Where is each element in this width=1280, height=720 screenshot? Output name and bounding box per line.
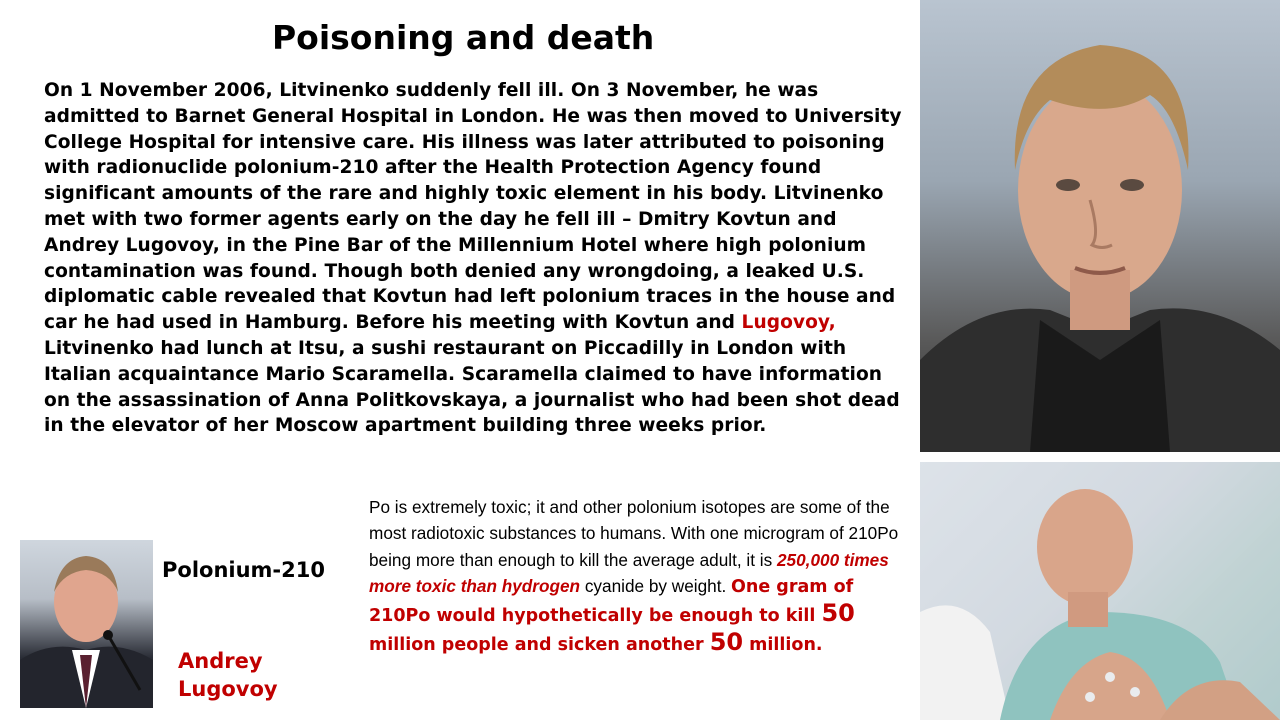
litvinenko-portrait-photo <box>920 0 1280 452</box>
toxicity-text-1: Po is extremely toxic; it and other polonium isotopes are some of the most radiotoxic substances to humans. With one microgram of 210Po being more than enough to kill the average adult, it is <box>369 497 899 570</box>
toxicity-text-2: cyanide by weight. <box>580 575 732 596</box>
andrey-lugovoy-label: Andrey Lugovoy <box>178 649 278 701</box>
lethality-text-1: One gram of 210Po would hypothetically be enough to kill <box>369 576 854 627</box>
main-paragraph <box>44 78 910 439</box>
lethality-number-2: 50 <box>709 628 744 657</box>
highlighted-name: Lugovoy, <box>741 312 836 334</box>
main-paragraph-text: On 1 November 2006, Litvinenko suddenly fell ill. On 3 November, he was admitted to Barnet General Hospital in London. He was then moved to University College Hospital for intensive care. His illness was later attributed to poisoning with radionuclide polonium-210 after the Health Protection Agency found significant amounts of the rare and highly toxic element in his body. Litvinenko met with two former agents early on the day he fell ill – Dmitry Kovtun and Andrey Lugovoy, in the Pine Bar of the Millennium Hotel where high polonium contamination was found. Though both denied any wrongdoing, a leaked U.S. diplomatic cable revealed that Kovtun had left polonium traces in the house and car he had used in Hamburg. Before his meeting with Kovtun and <box>44 80 902 334</box>
polonium-210-label: Polonium-210 <box>162 558 325 582</box>
portrait-illustration <box>920 0 1280 452</box>
hospital-illustration <box>920 462 1280 720</box>
lethality-number-1: 50 <box>821 599 855 628</box>
main-paragraph-text-end: Litvinenko had lunch at Itsu, a sushi restaurant on Piccadilly in London with Italian acquaintance Mario Scaramella. Scaramella claimed to have information on the assassination of Anna Politkovskaya, a journalist who had been shot dead in the elevator of her Moscow apartment building three weeks prior. <box>44 337 900 437</box>
lugovoy-photo <box>20 540 153 708</box>
lethality-text-2: million people and sicken another <box>369 635 710 656</box>
hospital-bed-photo <box>920 462 1280 720</box>
toxicity-emphasis: 250,000 times more toxic than hydrogen <box>369 549 889 596</box>
polonium-toxicity-paragraph <box>369 494 905 659</box>
lugovoy-illustration <box>20 540 153 708</box>
slide-title: Poisoning and death <box>272 18 655 57</box>
lethality-text-3: million. <box>743 635 823 656</box>
